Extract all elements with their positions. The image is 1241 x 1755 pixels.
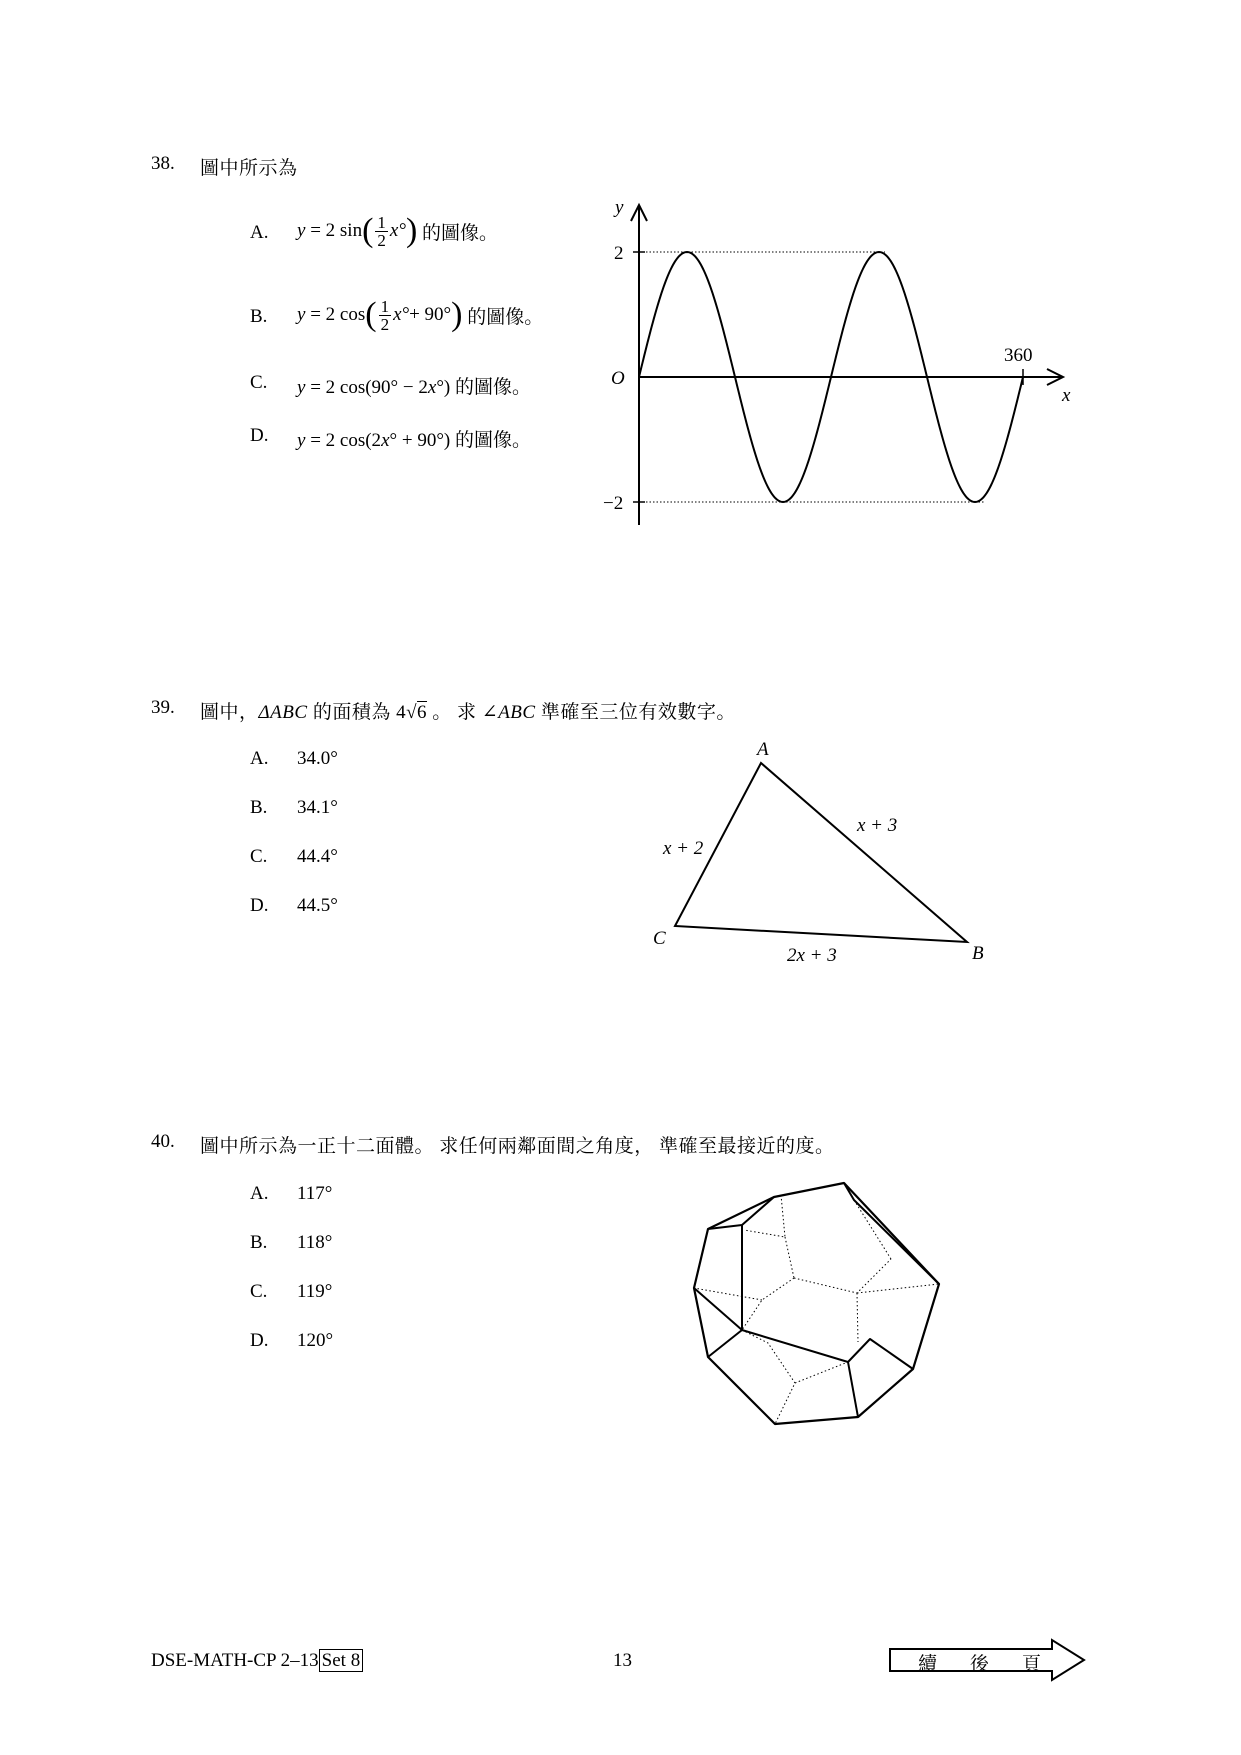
q38-option-a-text (297, 203, 498, 259)
fraction-numerator: 1 (380, 296, 390, 316)
q39-option-d-label: D. (250, 895, 269, 916)
q38-option-a-label: A. (250, 222, 269, 243)
x-var: x (427, 377, 437, 398)
arg: x° (389, 220, 406, 241)
left-paren: ( (365, 296, 377, 333)
suffix: 的圖像。 (467, 306, 544, 328)
y-var: y (297, 430, 306, 451)
vertex-c-label: C (653, 928, 666, 949)
left-paren: ( (362, 212, 374, 249)
q38-option-c-label: C. (250, 372, 268, 393)
coef: = 2 (310, 220, 336, 241)
tick-label-neg2: −2 (603, 493, 624, 514)
q40-option-a-text: 117° (297, 1183, 333, 1204)
q39-option-a-label: A. (250, 748, 269, 769)
continue-next-page (888, 1638, 1088, 1682)
q38-option-b-label: B. (250, 306, 268, 327)
y-var: y (297, 304, 306, 325)
footer-code-block (151, 1650, 363, 1672)
side-ac-label: x + 2 (663, 838, 704, 859)
q40-stem: 圖中所示為一正十二面體。 求任何兩鄰面間之角度， 準確至最接近的度。 (200, 1136, 835, 1157)
q38-sine-graph (595, 195, 1095, 535)
func-name: sin (339, 220, 363, 241)
stem-part-1: 圖中， (200, 702, 259, 723)
q38-option-d-text (297, 425, 531, 452)
dodecahedron-solid-edges (694, 1183, 939, 1424)
vertex-a-label: A (757, 739, 769, 760)
set-label: Set 8 (319, 1649, 364, 1672)
continue-char-1: 續 (918, 1654, 938, 1675)
q39-option-b-label: B. (250, 797, 268, 818)
q39-option-b-text: 34.1° (297, 797, 338, 818)
y-var: y (297, 220, 306, 241)
q39-option-c-text: 44.4° (297, 846, 338, 867)
q38-option-c-text (297, 372, 531, 399)
q38-option-d-label: D. (250, 425, 269, 446)
fraction-denominator: 2 (377, 230, 386, 250)
q39-number: 39. (151, 697, 175, 718)
vertex-b-label: B (972, 943, 984, 964)
paper-code: DSE-MATH-CP 2–13 (151, 1650, 319, 1671)
expr: = 2 cos(2 (305, 430, 382, 451)
expr-end: ° + 90°) 的圖像。 (389, 430, 531, 451)
q40-option-b-text: 118° (297, 1232, 333, 1253)
right-paren: ) (405, 212, 418, 249)
fraction-denominator: 2 (380, 314, 390, 334)
func-name: cos (339, 304, 366, 325)
q40-option-c-text: 119° (297, 1281, 333, 1302)
triangle-symbol: ΔABC (258, 702, 308, 723)
q39-stem (200, 697, 736, 724)
side-ab-label: x + 3 (857, 815, 898, 836)
continue-char-2: 後 (970, 1654, 990, 1675)
y-axis-label: y (615, 197, 624, 218)
q40-dodecahedron-figure (680, 1175, 950, 1435)
arg: x° (393, 304, 410, 325)
q38-stem: 圖中所示為 (200, 158, 298, 179)
q39-triangle-figure (645, 735, 1005, 970)
x-axis-label: x (1062, 385, 1071, 406)
q40-option-c-label: C. (250, 1281, 268, 1302)
q39-option-c-label: C. (250, 846, 268, 867)
expr-end: °) 的圖像。 (436, 377, 531, 398)
q39-option-d-text: 44.5° (297, 895, 338, 916)
side-cb-label: 2x + 3 (787, 945, 837, 966)
x-var: x (381, 430, 390, 451)
stem-part-3: 。 求 (427, 702, 482, 723)
q40-option-a-label: A. (250, 1183, 269, 1204)
tick-label-2: 2 (614, 243, 624, 264)
page-number: 13 (613, 1650, 632, 1671)
arg-add: + 90° (409, 304, 452, 325)
triangle-abc (675, 763, 967, 942)
origin-label: O (611, 368, 625, 389)
stem-part-4: 準確至三位有效數字。 (535, 702, 736, 723)
suffix: 的圖像。 (422, 222, 499, 244)
q40-number: 40. (151, 1131, 175, 1152)
q40-option-d-text: 120° (297, 1330, 334, 1351)
fraction (379, 298, 392, 333)
continue-char-3: 頁 (1022, 1654, 1042, 1675)
q39-option-a-text: 34.0° (297, 748, 338, 769)
y-var: y (297, 377, 306, 398)
q40-option-d-label: D. (250, 1330, 269, 1351)
expr: = 2 cos(90° − 2 (305, 377, 428, 398)
dodecahedron-hidden-edges (694, 1195, 939, 1424)
q40-option-b-label: B. (250, 1232, 268, 1253)
sqrt-icon: √ (406, 702, 418, 723)
angle-symbol: ∠ABC (481, 702, 536, 723)
stem-part-2: 的面積為 4 (307, 702, 407, 723)
right-paren: ) (451, 296, 463, 333)
tick-label-360: 360 (1004, 345, 1033, 366)
sqrt-value: 6 (417, 702, 428, 723)
q38-option-b-text (297, 287, 543, 343)
q38-number: 38. (151, 153, 175, 174)
coef: = 2 (310, 304, 336, 325)
fraction-numerator: 1 (377, 212, 386, 232)
fraction (375, 214, 388, 249)
